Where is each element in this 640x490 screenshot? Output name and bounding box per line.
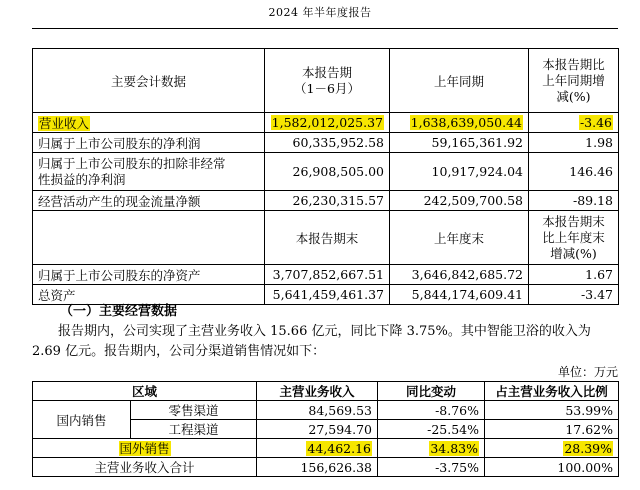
total-yoy: -3.75% <box>378 458 485 477</box>
section-paragraph: 报告期内，公司实现了主营业务收入 15.66 亿元，同比下降 3.75%。其中智能卫浴的收入为 2.69 亿元。报告期内，公司分渠道销售情况如下： <box>32 324 591 359</box>
table-row <box>33 439 619 458</box>
row-label: 经营活动产生的现金流量净额 <box>33 191 265 211</box>
unit-label: 单位：万元 <box>557 365 618 379</box>
row-label: 归属于上市公司股东的净利润 <box>33 133 265 153</box>
channel-label: 零售渠道 <box>131 401 257 420</box>
accounting-data-table <box>32 48 619 305</box>
row-current: 5,641,459,461.37 <box>265 285 390 305</box>
row-prior: 10,917,924.04 <box>390 153 529 191</box>
total-revenue: 156,626.38 <box>257 458 378 477</box>
row-label: 归属于上市公司股东的净资产 <box>33 265 265 285</box>
channel-yoy: -25.54% <box>378 420 485 439</box>
subheader-change: 本报告期末 比上年度末 增减(%) <box>529 211 619 265</box>
overseas-sales-label: 国外销售 <box>33 439 257 458</box>
row-label: 归属于上市公司股东的扣除非经常 性损益的净利润 <box>33 153 265 191</box>
row-prior: 59,165,361.92 <box>390 133 529 153</box>
table-row <box>33 113 619 133</box>
section-title: （一）主要经营数据 <box>60 304 178 319</box>
overseas-share: 28.39% <box>485 439 619 458</box>
header-current-period: 本报告期 （1－6月） <box>265 49 390 113</box>
subheader-prior: 上年度末 <box>390 211 529 265</box>
table-header-row <box>33 382 619 401</box>
row-change: -3.47 <box>529 285 619 305</box>
report-title: 2024 年半年度报告 <box>268 6 372 19</box>
row-prior: 5,844,174,609.41 <box>390 285 529 305</box>
header-divider <box>32 28 618 29</box>
row-change: 146.46 <box>529 153 619 191</box>
header-revenue: 主营业务收入 <box>257 382 378 401</box>
header-yoy: 同比变动 <box>378 382 485 401</box>
channel-revenue: 27,594.70 <box>257 420 378 439</box>
row-current: 3,707,852,667.51 <box>265 265 390 285</box>
page-header <box>0 0 640 26</box>
row-change: -3.46 <box>529 113 619 133</box>
sales-channel-table <box>32 381 619 477</box>
row-label: 总资产 <box>33 285 265 305</box>
row-current: 1,582,012,025.37 <box>265 113 390 133</box>
row-change: 1.67 <box>529 265 619 285</box>
channel-share: 53.99% <box>485 401 619 420</box>
row-current: 26,230,315.57 <box>265 191 390 211</box>
table-row <box>33 401 619 420</box>
overseas-yoy: 34.83% <box>378 439 485 458</box>
header-share: 占主营业务收入比例 <box>485 382 619 401</box>
row-current: 26,908,505.00 <box>265 153 390 191</box>
header-region: 区域 <box>33 382 257 401</box>
row-change: 1.98 <box>529 133 619 153</box>
channel-yoy: -8.76% <box>378 401 485 420</box>
row-current: 60,335,952.58 <box>265 133 390 153</box>
subheader-blank <box>33 211 265 265</box>
domestic-sales-label: 国内销售 <box>33 401 131 439</box>
channel-share: 17.62% <box>485 420 619 439</box>
subheader-current: 本报告期末 <box>265 211 390 265</box>
channel-revenue: 84,569.53 <box>257 401 378 420</box>
table-subheader-row <box>33 211 619 265</box>
row-prior: 242,509,700.58 <box>390 191 529 211</box>
header-change: 本报告期比 上年同期增 减(%) <box>529 49 619 113</box>
total-label: 主营业务收入合计 <box>33 458 257 477</box>
row-label: 营业收入 <box>33 113 265 133</box>
table-header-row <box>33 49 619 113</box>
table-row <box>33 153 619 191</box>
overseas-revenue: 44,462.16 <box>257 439 378 458</box>
table-row <box>33 458 619 477</box>
row-prior: 3,646,842,685.72 <box>390 265 529 285</box>
channel-label: 工程渠道 <box>131 420 257 439</box>
total-share: 100.00% <box>485 458 619 477</box>
table-row <box>33 191 619 211</box>
table-row <box>33 133 619 153</box>
table-row <box>33 265 619 285</box>
row-prior: 1,638,639,050.44 <box>390 113 529 133</box>
header-item: 主要会计数据 <box>33 49 265 113</box>
header-prior-period: 上年同期 <box>390 49 529 113</box>
row-change: -89.18 <box>529 191 619 211</box>
